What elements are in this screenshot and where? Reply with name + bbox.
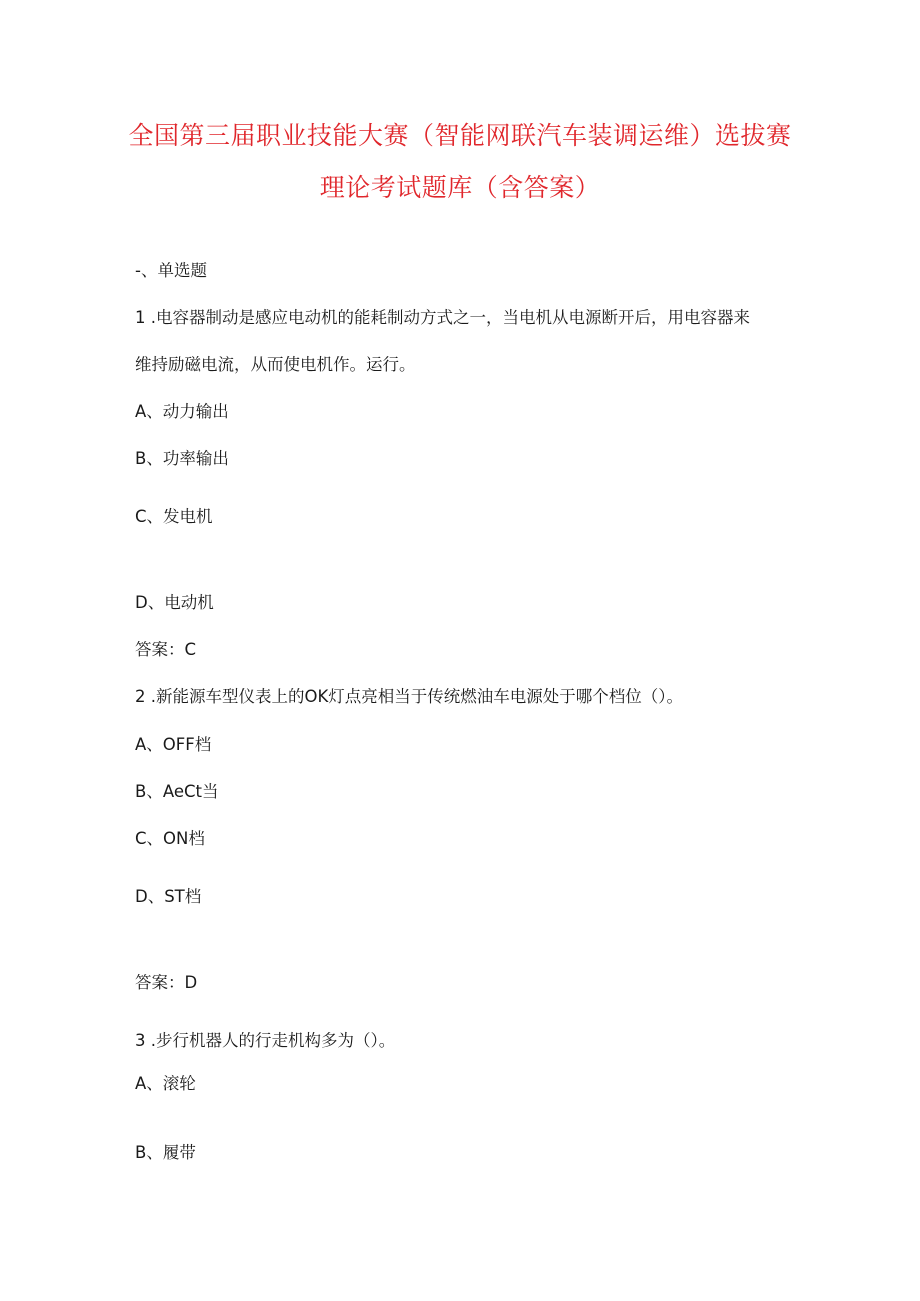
question-1-option-c: C、发电机	[135, 507, 213, 526]
question-3-option-b: B、履带	[135, 1143, 196, 1162]
question-2-option-a: A、OFF档	[135, 735, 212, 754]
question-1-option-b: B、功率输出	[135, 449, 229, 468]
question-1-option-d: D、电动机	[135, 593, 214, 612]
document-title-line-2: 理论考试题库（含答案）	[319, 173, 601, 202]
question-1-stem-line-1: 1 .电容器制动是感应电动机的能耗制动方式之一，当电机从电源断开后，用电容器来	[135, 308, 750, 327]
question-2-answer: 答案：D	[135, 973, 198, 992]
question-3-option-a: A、滚轮	[135, 1074, 196, 1093]
document-title-line-1: 全国第三届职业技能大赛（智能网联汽车装调运维）选拔赛	[128, 121, 792, 150]
question-3-stem: 3 .步行机器人的行走机构多为（）。	[135, 1031, 396, 1050]
question-1-option-a: A、动力输出	[135, 402, 229, 421]
question-2-option-b: B、AeCt当	[135, 782, 219, 801]
question-2-option-d: D、ST档	[135, 887, 202, 906]
question-1-stem-line-2: 维持励磁电流，从而使电机作。运行。	[135, 355, 416, 374]
question-1-answer: 答案：C	[135, 640, 197, 659]
question-2-option-c: C、ON档	[135, 829, 205, 848]
section-heading: -、单选题	[135, 261, 207, 280]
question-2-stem: 2 .新能源车型仪表上的OK灯点亮相当于传统燃油车电源处于哪个档位（）。	[135, 687, 684, 706]
